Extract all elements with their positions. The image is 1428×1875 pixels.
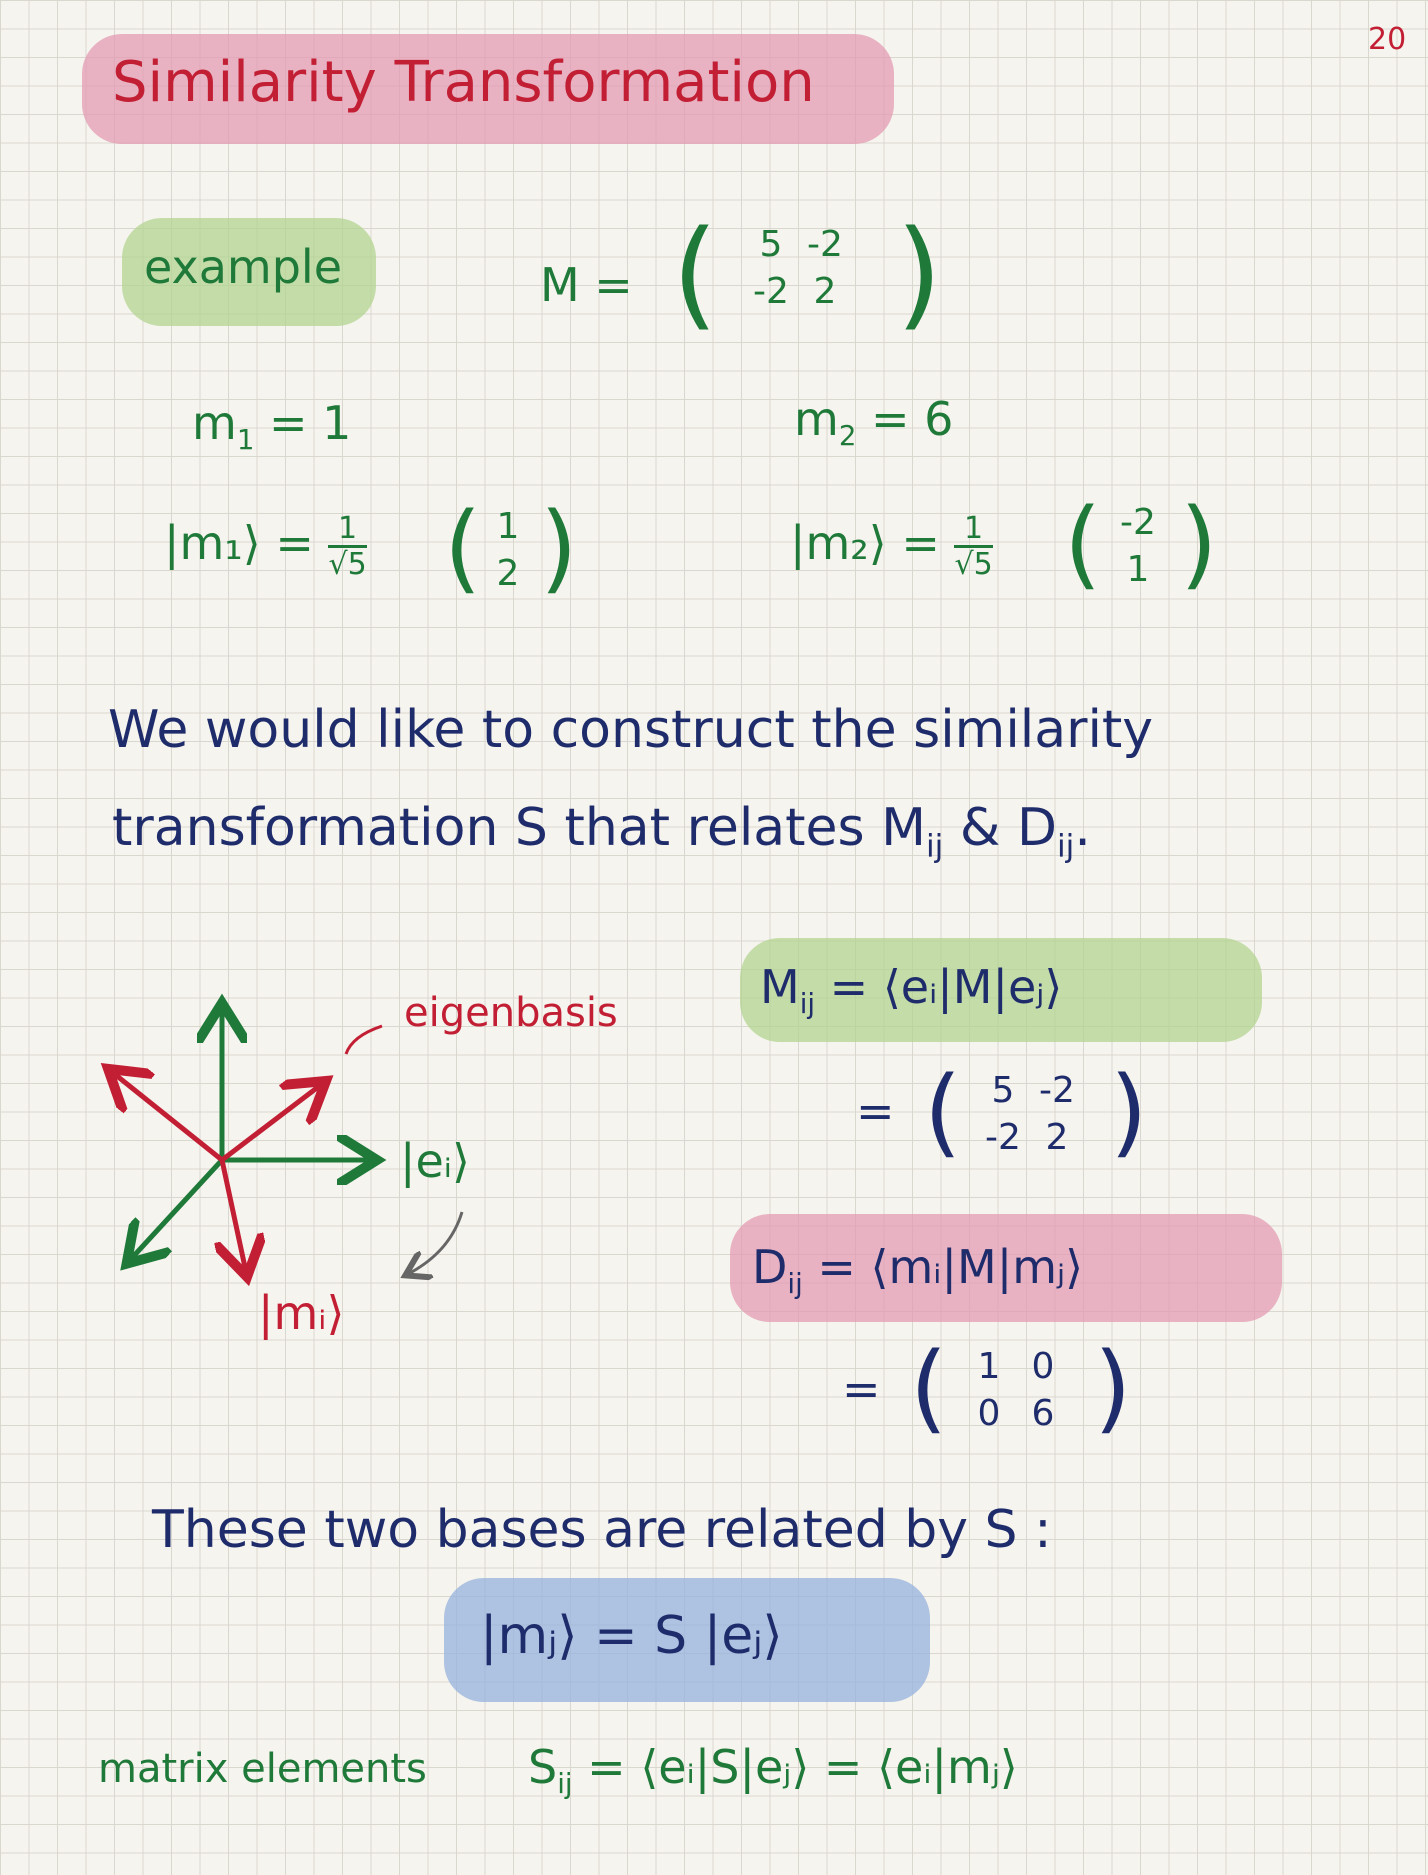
eigenvalue-m1-value: 1 — [322, 396, 352, 450]
Mij-definition: $M_{ij}$ = ⟨eᵢ|M|eⱼ⟩ — [760, 960, 1063, 1021]
eigenvector-2-left-paren: ( — [1064, 488, 1102, 600]
matrix-M-body — [708, 222, 888, 316]
Mij-cell: 2 — [1045, 1116, 1069, 1158]
statement-line-2: transformation S that relates $M_{ij}$ & $D_{ij}$. — [112, 798, 1091, 865]
Mij-cell: -2 — [985, 1116, 1021, 1158]
eigen-basis-label: |mᵢ⟩ — [258, 1286, 345, 1340]
matrix-M-left-paren: ( — [672, 204, 719, 342]
matrix-elements-label: matrix elements — [98, 1746, 427, 1792]
example-label: example — [144, 240, 342, 294]
eigenvector-2-entry: 1 — [1126, 548, 1150, 590]
eigenvector-2-entry: -2 — [1120, 502, 1156, 543]
Mij-right-paren: ) — [1110, 1056, 1148, 1168]
eigenvector-1-lhs: |m₁⟩ = — [164, 516, 314, 570]
eigenvector-2-right-paren: ) — [1180, 488, 1218, 600]
matrix-elements-equation: $S_{ij}$ = ⟨eᵢ|S|eⱼ⟩ = ⟨eᵢ|mⱼ⟩ — [528, 1740, 1018, 1801]
eigenvector-2 — [790, 512, 993, 581]
eigenvector-1-right-paren: ) — [540, 492, 578, 604]
Mij-equals: = — [856, 1084, 895, 1138]
Mij-left-paren: ( — [924, 1056, 962, 1168]
eigenvector-1-left-paren: ( — [444, 492, 482, 604]
matrix-M-cell: 5 — [759, 224, 783, 265]
eigenvalue-m1: $m_1 = 1$ — [192, 396, 352, 457]
matrix-elements-rhs: = ⟨eᵢ|S|eⱼ⟩ = ⟨eᵢ|mⱼ⟩ — [587, 1740, 1018, 1794]
matrix-M-cell: -2 — [807, 224, 843, 265]
Dij-left-paren: ( — [910, 1332, 948, 1444]
eigenvector-1 — [164, 512, 367, 581]
page-title: Similarity Transformation — [112, 50, 815, 115]
Mij-matrix-body — [960, 1068, 1100, 1162]
Mij-cell: -2 — [1039, 1070, 1075, 1111]
Mij-cell: 5 — [991, 1070, 1015, 1111]
curved-arrow-icon — [408, 1212, 462, 1274]
statement-line-1: We would like to construct the similarity — [108, 700, 1154, 760]
eigenvector-2-frac-den: √5 — [954, 547, 993, 582]
statement-line-2-text: transformation S that relates — [112, 798, 865, 858]
Dij-matrix-body — [946, 1344, 1086, 1438]
eigenvector-1-frac-den: √5 — [328, 547, 367, 582]
matrix-M-cell: 2 — [813, 270, 837, 312]
Dij-definition: $D_{ij}$ = ⟨mᵢ|M|mⱼ⟩ — [752, 1240, 1084, 1301]
Dij-right-paren: ) — [1094, 1332, 1132, 1444]
Dij-cell: 0 — [977, 1392, 1001, 1434]
page-number: 20 — [1368, 22, 1407, 57]
Dij-cell: 1 — [977, 1346, 1001, 1387]
matrix-M-lhs: M = — [540, 258, 633, 312]
eigenvector-1-entry: 1 — [496, 506, 520, 547]
standard-basis-label: |eᵢ⟩ — [400, 1134, 470, 1188]
relation-equation: |mⱼ⟩ = S |eⱼ⟩ — [480, 1606, 783, 1666]
eigenvector-1-entry: 2 — [496, 552, 520, 594]
eigenvalue-m2: $m_2 = 6$ — [794, 392, 954, 453]
eigenvector-1-frac-num: 1 — [328, 512, 366, 548]
eigenvalue-m2-value: 6 — [924, 392, 954, 446]
eigenvector-1-body — [478, 504, 538, 598]
eigenbasis-label: eigenbasis — [404, 990, 618, 1036]
matrix-M-right-paren: ) — [896, 204, 943, 342]
Dij-equals: = — [842, 1362, 881, 1416]
Dij-cell: 0 — [1031, 1346, 1055, 1387]
eigenvector-2-body — [1098, 500, 1178, 594]
eigenvector-2-lhs: |m₂⟩ = — [790, 516, 940, 570]
eigenvector-2-frac-num: 1 — [954, 512, 992, 548]
Dij-definition-rhs: = ⟨mᵢ|M|mⱼ⟩ — [817, 1240, 1084, 1294]
eigenbasis-pointer-stroke — [346, 1026, 382, 1054]
bases-sentence: These two bases are related by S : — [152, 1500, 1052, 1560]
Mij-definition-rhs: = ⟨eᵢ|M|eⱼ⟩ — [829, 960, 1063, 1014]
standard-basis-axes — [130, 1008, 372, 1260]
matrix-M-cell: -2 — [753, 270, 789, 312]
Dij-cell: 6 — [1031, 1392, 1055, 1434]
